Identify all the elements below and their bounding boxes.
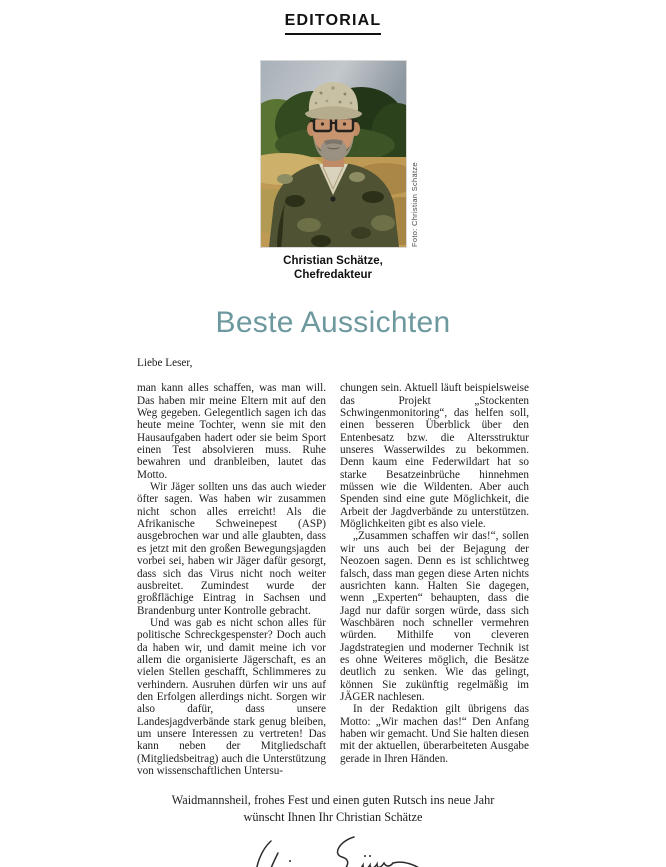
body-paragraph: In der Redaktion gilt übrigens das Motto: „Wir machen das!“ Den Anfang haben wir gemacht. Und Sie halten diesen mit der aktuellen, überarbeiteten Ausgabe gerade in Ihren Händen. [340,703,529,765]
portrait-photo [261,61,406,247]
body-paragraph: Und was gab es nicht schon alles für politische Schreckgespenster? Doch auch da haben wir, und damit meine ich vor allem die organisierte Jägerschaft, es an vielen Stellen geschafft, Schlimmeres zu verhindern. Ausruhen dürfen wir uns auf den Erfolgen allerdings nicht. Sorgen wir also dafür, dass unsere Landesjagdverbände stark genug bleiben, um unsere Interessen zu vertreten! Das kann neben der Mitgliedschaft (Mitgliedsbeitrag) auch die Unterstützung von wissenschaftlichen Untersu- [137,616,326,777]
body-paragraph: Wir Jäger sollten uns das auch wieder öfter sagen. Was haben wir zusammen nicht schon alles erreicht! Als die Afrikanische Schweinepest (ASP) ausgebrochen war und alle glaubten, dass es jetzt mit den großen Bewegungsjagden vorbei sei, haben wir Jäger dafür gesorgt, dass sich das Virus nicht noch weiter ausbreitet. Zumindest wurde der großflächige Eintrag in Sachsen und Brandenburg unter Kontrolle gebracht. [137,481,326,617]
signature [241,827,456,867]
page-header [0,0,666,35]
closing-line-2: wünscht Ihnen Ihr Christian Schätze [243,809,423,824]
signature-block [0,827,666,867]
salutation: Liebe Leser, [137,357,193,369]
editorial-heading: EDITORIAL [285,12,382,35]
closing-line-1: Waidmannsheil, frohes Fest und einen guten Rutsch ins neue Jahr [171,793,495,808]
photo-credit: Foto: Christian Schätze [409,162,419,247]
photo-block [261,61,419,247]
caption-name: Christian Schätze, [283,255,383,267]
page-title: Beste Aussichten [215,306,451,339]
body-paragraph: chungen sein. Aktuell läuft beispielsweise das Projekt „Stockenten Schwingenmonitoring“, das helfen soll, einen besseren Überblick über den Entenbesatz bzw. die Altersstruktur unseres Wasserwildes zu bekommen. Denn kaum eine Federwildart hat so starke Besatzeinbrüche hinnehmen müssen wie die Wildenten. Aber auch Spenden sind eine gute Möglichkeit, die Arbeit der Jagdverbände zu unterstützen. Möglichkeiten gibt es also viele. [340,382,529,531]
caption-role: Chefredakteur [294,269,372,281]
text-columns [137,382,529,777]
photo-caption [0,254,666,282]
right-column [340,382,529,777]
closing-lines [0,792,666,825]
left-column [137,382,326,777]
article-body [137,357,529,777]
body-paragraph: man kann alles schaffen, was man will. Das haben mir meine Eltern mit auf den Weg gegeben. Gelegentlich sagen ich das heute meine Tochter, wenn sie mit den Hausaufgaben hadert oder sie beim Sport einen Test absolvieren muss. Ruhe bewahren und dranbleiben, lautet das Motto. [137,382,326,481]
body-paragraph: „Zusammen schaffen wir das!“, sollen wir uns auch bei der Bejagung der Neozoen sagen. Denn es ist schlichtweg falsch, dass man gegen diese Arten nichts ausrichten kann. Halten Sie dagegen, wenn „Experten“ behaupten, dass die Jagd nur dafür sorgen würde, dass sich Waschbären noch schneller vermehren würden. Mithilfe von cleveren Jagdstrategien und moderner Technik ist es ohne Weiteres möglich, die Besätze deutlich zu senken. Wie das gelingt, können Sie zukünftig regelmäßig im JÄGER nachlesen. [340,530,529,703]
